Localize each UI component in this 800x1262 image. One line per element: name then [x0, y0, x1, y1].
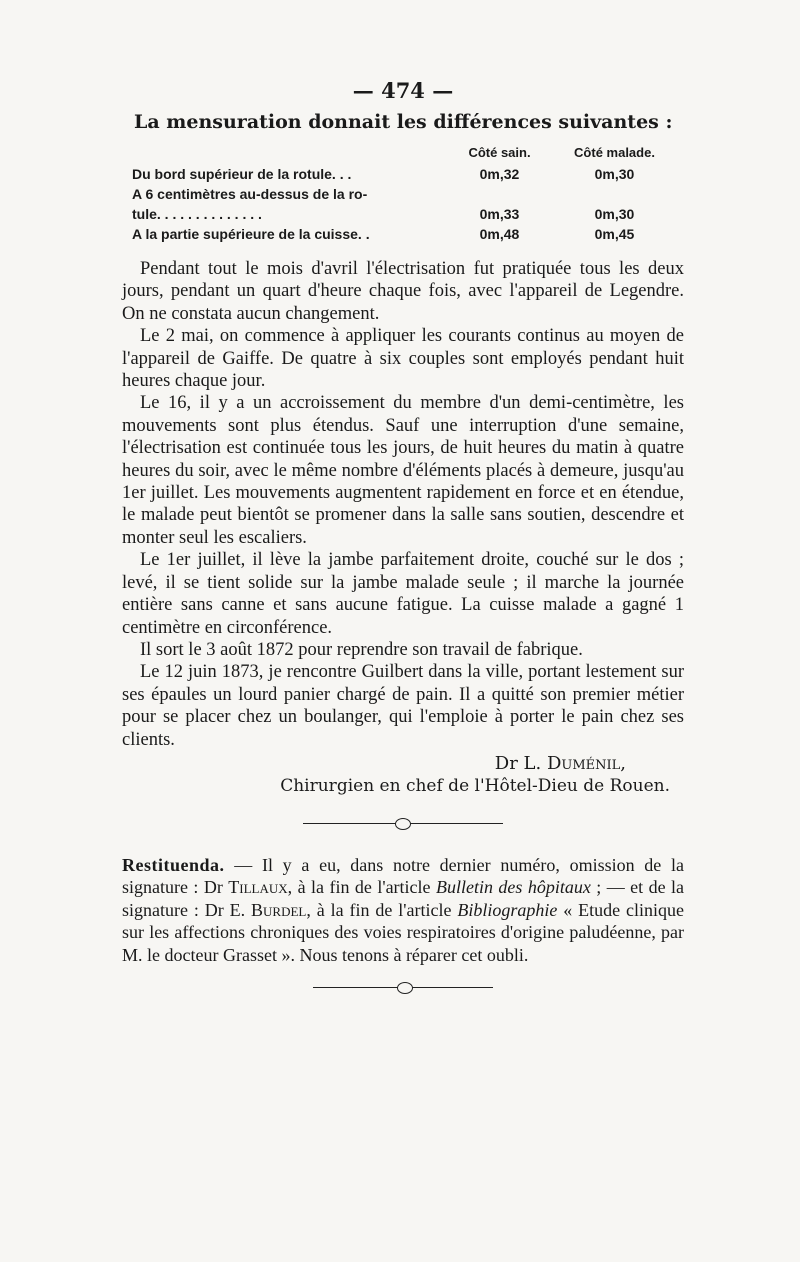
paragraph: Le 12 juin 1873, je rencontre Guilbert dans la ville, portant lestement sur ses épaules un lourd panier chargé de pain. Il a quitté son premier métier pour se placer chez un boulanger, qui l'emploie à porter le pain chez ses clients.	[122, 662, 684, 750]
value-malade: 0m,30	[594, 166, 635, 182]
paragraph: Il sort le 3 août 1872 pour reprendre son travail de fabrique.	[140, 639, 583, 660]
value-malade	[557, 184, 672, 204]
separator-ornament	[303, 818, 503, 828]
restituenda-paragraph: Restituenda. — Il y a eu, dans notre dernier numéro, omission de la signature : Dr Tillaux, à la fin de l'article Bulletin des hôpitaux ; — et de la signature : Dr E. Burdel, à la fin de l'article Bibliographie « Etude clinique sur les affections chroniques des voies respiratoires d'origine paludéenne, par M. le docteur Grasset ». Nous tenons à réparer cet oubli.	[122, 854, 684, 965]
author-name: E. Burdel	[229, 899, 307, 920]
col-header-malade: Côté malade.	[574, 145, 655, 160]
page	[122, 78, 684, 992]
paragraph: Le 16, il y a un accroissement du membre d'un demi-centimètre, les mouvements sont plus étendus. Sauf une interruption d'une semaine, l'électrisation est continuée tous les jours, de huit heures du matin à quatre heures du soir, avec le même nombre d'éléments placés à demeure, jusqu'au 1er juillet. Les mouvements augmentent rapidement en force et en étendue, le malade peut bientôt se promener dans la salle sans soutien, descendre et monter seul les escaliers.	[122, 393, 684, 548]
value-sain: 0m,48	[479, 226, 520, 242]
separator-ornament	[313, 982, 493, 992]
author-name: Tillaux	[228, 877, 288, 898]
table-row	[132, 184, 672, 204]
paragraph: Pendant tout le mois d'avril l'électrisation fut pratiquée tous les deux jours, pendant un quart d'heure chaque fois, avec l'appareil de Legendre. On ne constata aucun changement.	[122, 259, 684, 324]
table-row	[132, 204, 672, 224]
measurement-table	[132, 145, 672, 244]
table-row	[132, 224, 672, 244]
row-label: A la partie supérieure de la cuisse. .	[132, 226, 370, 242]
value-sain: 0m,33	[479, 206, 520, 222]
signature-author: L. Duménil,	[523, 752, 626, 774]
row-label: tule. . . . . . . . . . . . . .	[132, 206, 262, 222]
col-header-sain: Côté sain.	[468, 145, 531, 160]
restituenda-heading: Restituenda.	[122, 854, 225, 875]
paragraph: Le 1er juillet, il lève la jambe parfaitement droite, couché sur le dos ; levé, il se tient solide sur la jambe malade seule ; il marche la journée entière sans canne et sans aucune fatigue. La cuisse malade a gagné 1 centimètre en circonférence.	[122, 550, 684, 638]
page-number: — 474 —	[352, 78, 454, 103]
value-sain: 0m,32	[479, 166, 520, 182]
value-malade: 0m,45	[594, 226, 635, 242]
article-title: Bulletin des hôpitaux	[435, 877, 591, 898]
table-row	[132, 164, 672, 184]
paragraph: Le 2 mai, on commence à appliquer les courants continus au moyen de l'appareil de Gaiffe. De quatre à six couples sont employés pendant huit heures chaque jour.	[122, 326, 684, 392]
row-label: A 6 centimètres au-dessus de la ro-	[132, 186, 368, 202]
signature-role: Chirurgien en chef de l'Hôtel-Dieu de Rouen.	[280, 775, 670, 796]
signature-title: Dr	[494, 752, 518, 774]
body-text	[122, 258, 684, 751]
table-header-row	[132, 145, 672, 164]
signature-name	[122, 753, 684, 774]
section-heading: La mensuration donnait les différences suivantes :	[134, 111, 673, 133]
article-title: Bibliographie	[457, 899, 558, 920]
row-label: Du bord supérieur de la rotule. . .	[132, 166, 352, 182]
value-sain	[442, 184, 557, 204]
value-malade: 0m,30	[594, 206, 635, 222]
